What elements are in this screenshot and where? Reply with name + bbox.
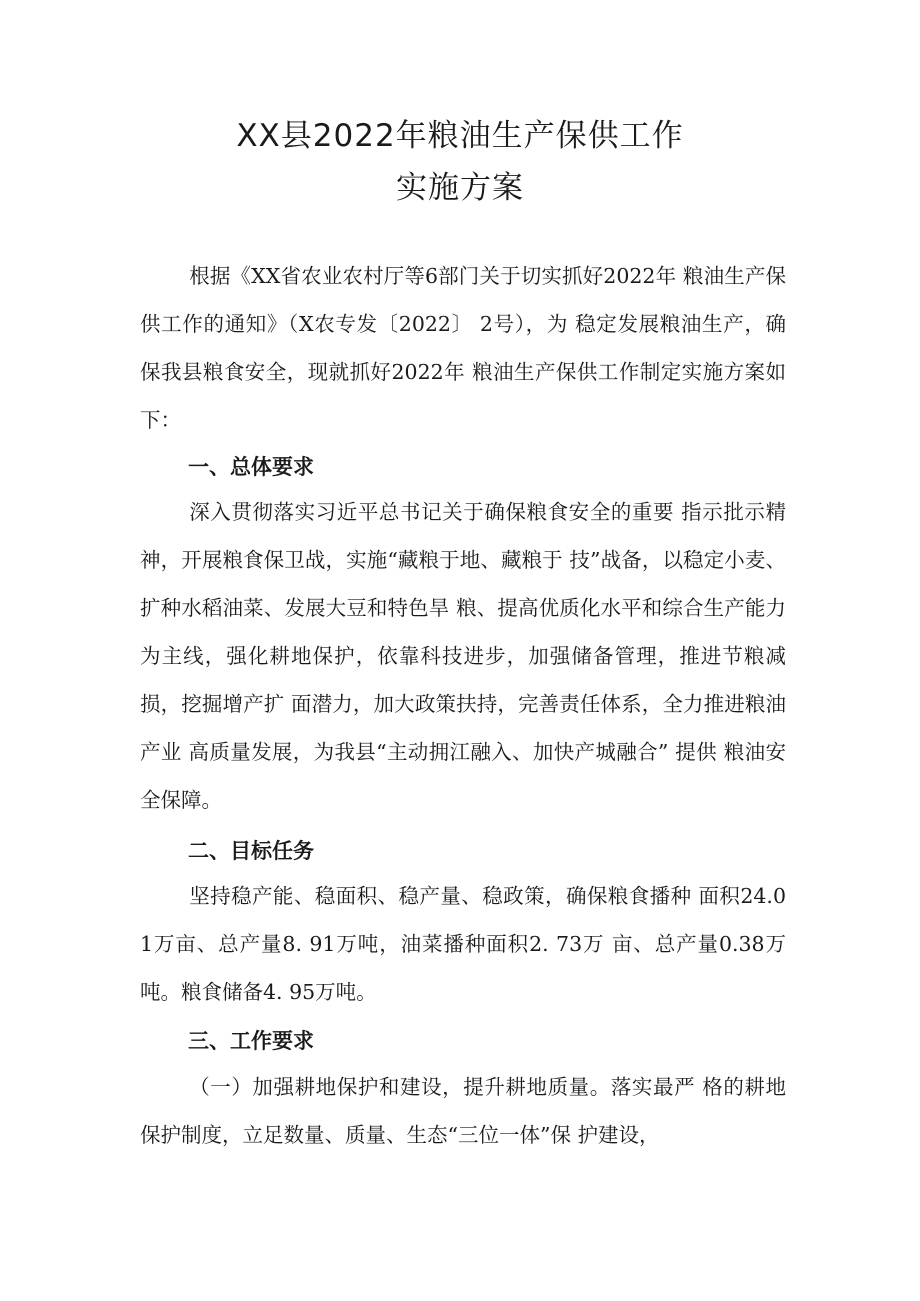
section-heading-targets: 二、目标任务 — [188, 839, 314, 863]
section-heading-overall-requirements: 一、总体要求 — [188, 455, 314, 479]
section-heading-work-requirements: 三、工作要求 — [188, 1029, 314, 1053]
document-title-line1: XX县2022年粮油生产保供工作 — [236, 118, 684, 154]
intro-paragraph: 根据《XX省农业农村厅等6部门关于切实抓好2022年 粮油生产保供工作的通知》（X农专发〔2022〕 2号），为 稳定发展粮油生产，确保我县粮食安全，现就抓好2022年 粮油生产保供工作制定实施方案如下： — [140, 264, 786, 432]
document-title-line2: 实施方案 — [396, 170, 524, 206]
section-paragraph-overall-requirements: 深入贯彻落实习近平总书记关于确保粮食安全的重要 指示批示精神，开展粮食保卫战，实施“藏粮于地、藏粮于 技”战备，以稳定小麦、扩种水稻油菜、发展大豆和特色旱 粮、提高优质化水平和综合生产能力为主线，强化耕地保护，依靠科技进步，加强储备管理，推进节粮减损，挖掘增产扩 面潜力，加大政策扶持，完善责任体系，全力推进粮油产业 高质量发展，为我县“主动拥江融入、加快产城融合” 提供 粮油安全保障。 — [140, 500, 786, 812]
section-paragraph-targets: 坚持稳产能、稳面积、稳产量、稳政策，确保粮食播种 面积24.01万亩、总产量8. 91万吨，油菜播种面积2. 73万 亩、总产量0.38万吨。粮食储备4. 95万吨。 — [140, 884, 786, 1004]
section-paragraph-work-requirements: （一）加强耕地保护和建设，提升耕地质量。落实最严 格的耕地保护制度，立足数量、质量、生态“三位一体”保 护建设， — [140, 1075, 786, 1147]
